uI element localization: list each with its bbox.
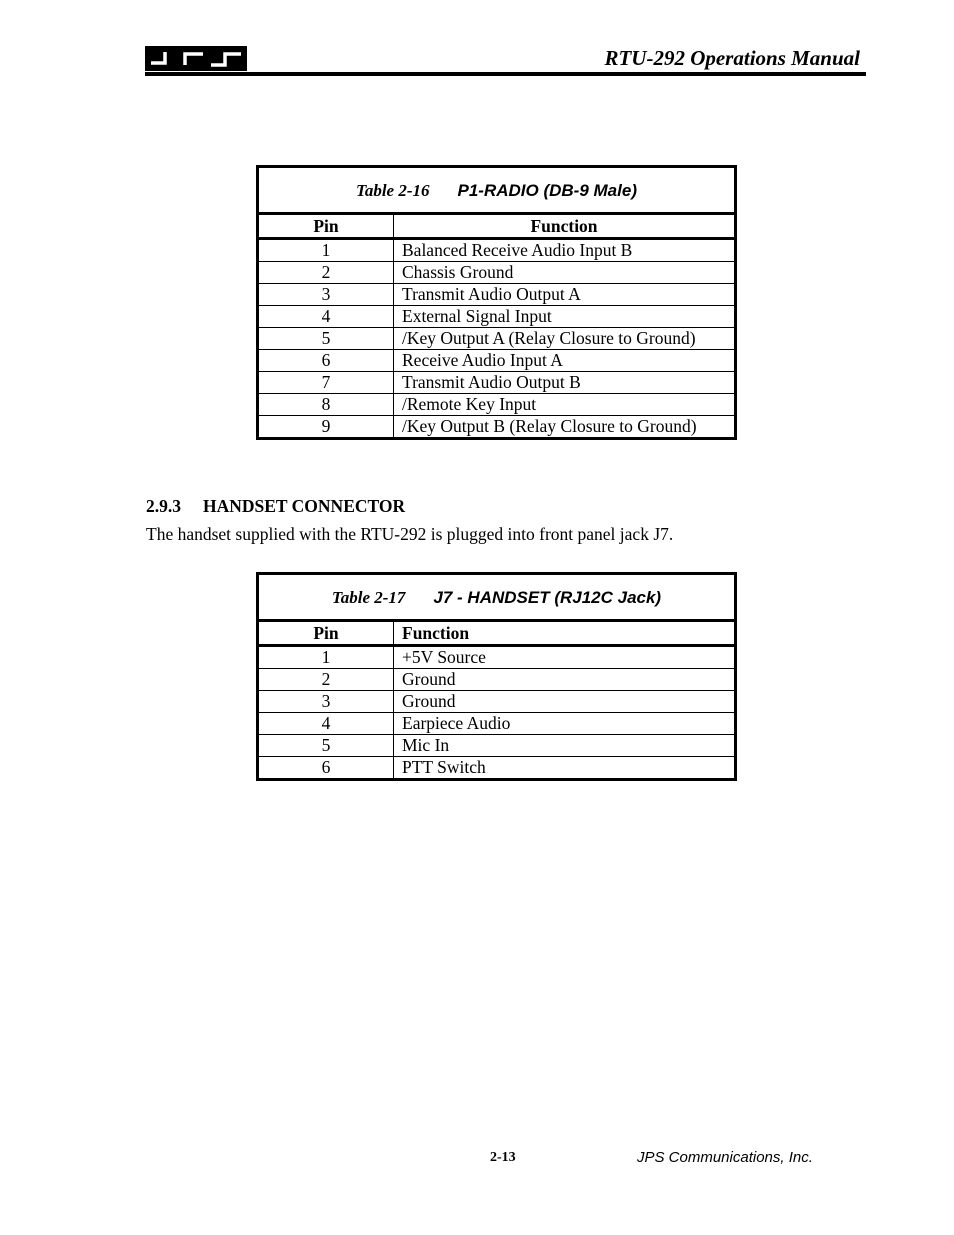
section-body-text: The handset supplied with the RTU-292 is plugged into front panel jack J7. xyxy=(146,524,674,544)
function-cell: Mic In xyxy=(394,735,736,757)
company-name: JPS Communications, Inc. xyxy=(637,1149,813,1166)
function-cell: Transmit Audio Output B xyxy=(394,372,736,394)
function-cell: Transmit Audio Output A xyxy=(394,284,736,306)
column-header-function: Function xyxy=(394,621,736,646)
function-cell: Chassis Ground xyxy=(394,262,736,284)
pin-cell: 5 xyxy=(258,328,394,350)
function-cell: PTT Switch xyxy=(394,757,736,780)
column-header-pin: Pin xyxy=(258,621,394,646)
page-header xyxy=(145,44,866,74)
pin-cell: 4 xyxy=(258,713,394,735)
table-row xyxy=(258,262,736,284)
table-row xyxy=(258,328,736,350)
pin-cell: 8 xyxy=(258,394,394,416)
table-row xyxy=(258,713,736,735)
column-header-pin: Pin xyxy=(258,214,394,239)
table-p1-radio xyxy=(256,165,737,440)
table-title: J7 - HANDSET (RJ12C Jack) xyxy=(433,587,662,607)
table-row xyxy=(258,757,736,780)
table-body xyxy=(258,646,736,780)
page-number: 2-13 xyxy=(490,1150,516,1165)
table-row xyxy=(258,646,736,669)
pin-cell: 1 xyxy=(258,646,394,669)
pin-cell: 3 xyxy=(258,284,394,306)
table-row xyxy=(258,394,736,416)
function-cell: External Signal Input xyxy=(394,306,736,328)
pin-cell: 2 xyxy=(258,262,394,284)
table-row xyxy=(258,372,736,394)
section-title: HANDSET CONNECTOR xyxy=(203,496,406,516)
jps-logo xyxy=(145,46,247,71)
table-row xyxy=(258,350,736,372)
function-cell: Ground xyxy=(394,669,736,691)
table-caption xyxy=(258,574,736,621)
table-number: Table 2-16 xyxy=(356,180,430,200)
table-row xyxy=(258,735,736,757)
table-j7-handset xyxy=(256,572,737,781)
function-cell: /Key Output A (Relay Closure to Ground) xyxy=(394,328,736,350)
header-rule xyxy=(145,72,866,76)
pin-cell: 1 xyxy=(258,239,394,262)
function-cell: Receive Audio Input A xyxy=(394,350,736,372)
table-row xyxy=(258,239,736,262)
section-heading xyxy=(146,496,405,517)
function-cell: +5V Source xyxy=(394,646,736,669)
table-row xyxy=(258,669,736,691)
table-row xyxy=(258,306,736,328)
function-cell: /Remote Key Input xyxy=(394,394,736,416)
function-cell: Balanced Receive Audio Input B xyxy=(394,239,736,262)
function-cell: Earpiece Audio xyxy=(394,713,736,735)
document-title: RTU-292 Operations Manual xyxy=(604,46,860,70)
pin-cell: 6 xyxy=(258,757,394,780)
column-header-function: Function xyxy=(394,214,736,239)
table-caption xyxy=(258,167,736,214)
pin-cell: 6 xyxy=(258,350,394,372)
function-cell: /Key Output B (Relay Closure to Ground) xyxy=(394,416,736,439)
table-body xyxy=(258,239,736,439)
pin-cell: 2 xyxy=(258,669,394,691)
function-cell: Ground xyxy=(394,691,736,713)
table-row xyxy=(258,691,736,713)
pin-cell: 7 xyxy=(258,372,394,394)
pin-cell: 5 xyxy=(258,735,394,757)
table-row xyxy=(258,416,736,439)
section-number: 2.9.3 xyxy=(146,496,181,516)
pin-cell: 9 xyxy=(258,416,394,439)
table-number: Table 2-17 xyxy=(331,587,406,607)
pin-cell: 3 xyxy=(258,691,394,713)
table-title: P1-RADIO (DB-9 Male) xyxy=(457,180,637,200)
table-row xyxy=(258,284,736,306)
pin-cell: 4 xyxy=(258,306,394,328)
